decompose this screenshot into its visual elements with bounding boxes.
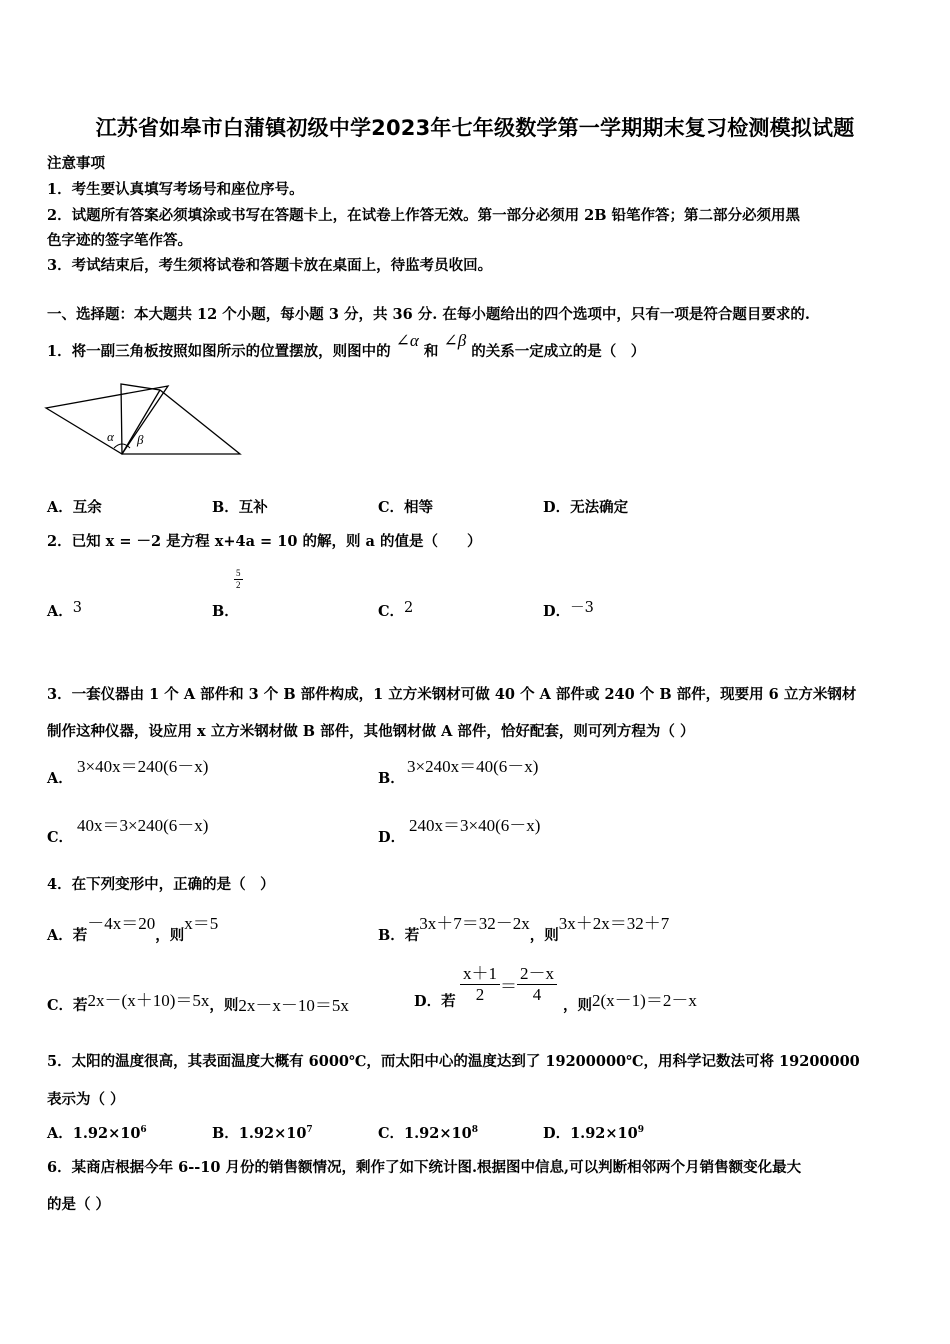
q3-option-d-label[interactable]: D． [378, 829, 406, 846]
q4-option-b[interactable]: B．若3x＋7＝32－2x，则3x＋2x＝32＋7 [378, 914, 670, 944]
q4-option-c[interactable]: C．若2x－(x＋10)＝5x，则2x－x－10＝5x [47, 991, 349, 1015]
question-4-stem: 4．在下列变形中，正确的是（ ） [47, 876, 275, 893]
angle-beta: ∠β [443, 331, 467, 350]
notice-item: 色字迹的签字笔作答。 [47, 232, 192, 249]
question-3-line2: 制作这种仪器，设应用 x 立方米钢材做 B 部件，其他钢材做 A 部件，恰好配套，则可列方程为（ ） [47, 723, 695, 740]
q1-option-b[interactable]: B．互补 [212, 499, 268, 516]
question-1-stem [47, 331, 646, 361]
notice-item: 3．考试结束后，考生须将试卷和答题卡放在桌面上，待监考员收回。 [47, 257, 493, 274]
q5-option-b[interactable]: B．$1.92\times 10^7$ [212, 1125, 313, 1142]
question-6-line2: 的是（ ） [47, 1196, 111, 1213]
q3-option-b-eq: 3×240x＝40(6－x) [407, 757, 539, 776]
notice-item: 2．试题所有答案必须填涂或书写在答题卡上，在试卷上作答无效。第一部分必须用 2B 铅笔作答；第二部分必须用黑 [47, 207, 801, 224]
q5-option-c[interactable]: C．$1.92\times 10^8$ [378, 1125, 478, 1142]
q1-option-a[interactable]: A．互余 [47, 499, 102, 516]
fraction-left: $\frac{x+1}{2}$ [460, 964, 500, 1005]
q4-d-equation: $\frac{x+1}{2}$ ＝ $\frac{2-x}{4}$ [460, 964, 557, 1005]
q1-option-d[interactable]: D．无法确定 [543, 499, 629, 516]
question-3-line1: 3．一套仪器由 1 个 A 部件和 3 个 B 部件构成，1 立方米钢材可做 40 个 A 部件或 240 个 B 部件，现要用 6 立方米钢材 [47, 686, 857, 703]
q2-option-c[interactable]: C．2 [378, 600, 414, 620]
q3-option-c-label[interactable]: C． [47, 829, 74, 846]
question-5-line2: 表示为（ ） [47, 1091, 125, 1108]
q4-d-result: ，则2(x－1)＝2－x [563, 991, 697, 1014]
q2-option-d[interactable]: D．－3 [543, 600, 594, 620]
question-6-line1: 6．某商店根据今年 6--10 月份的销售额情况，剩作了如下统计图.根据图中信息,可以判断相邻两个月销售额变化最大 [47, 1159, 802, 1176]
fraction-right: $\frac{2-x}{4}$ [517, 964, 557, 1005]
page-title: 江苏省如皋市白蒲镇初级中学2023年七年级数学第一学期期末复习检测模拟试题 [95, 116, 855, 140]
q3-option-b-label[interactable]: B． [378, 770, 405, 787]
q2-option-a[interactable]: A．3 [47, 600, 82, 620]
angle-alpha: ∠α [395, 331, 419, 350]
q1-option-c[interactable]: C．相等 [378, 499, 434, 516]
question-2-stem: 2．已知 x = －2 是方程 x+4a = 10 的解，则 a 的值是（ ） [47, 533, 482, 550]
q2-fraction: 5 2 [236, 568, 241, 590]
stem-text: 的关系一定成立的是（ ） [471, 343, 646, 360]
notice-heading: 注意事项 [47, 155, 105, 172]
q4-option-a[interactable]: A．若－4x＝20，则x＝5 [47, 914, 219, 944]
q5-option-d[interactable]: D．$1.92\times 10^9$ [543, 1125, 644, 1142]
q3-option-c-eq: 40x＝3×240(6－x) [77, 816, 209, 835]
q4-option-d[interactable]: D．若 [414, 993, 456, 1010]
notice-item: 1．考生要认真填写考场号和座位序号。 [47, 181, 304, 198]
q5-option-a[interactable]: A．$1.92\times 10^6$ [47, 1125, 147, 1142]
q3-option-a-eq: 3×40x＝240(6－x) [77, 757, 209, 776]
stem-text: 和 [423, 343, 439, 360]
question-5-line1: 5．太阳的温度很高，其表面温度大概有 6000℃，而太阳中心的温度达到了 19200000℃，用科学记数法可将 19200000 [47, 1053, 860, 1070]
fig-alpha: α [107, 429, 114, 444]
triangle-figure [40, 378, 250, 464]
section-heading: 一、选择题：本大题共 12 个小题，每小题 3 分，共 36 分. 在每小题给出的四个选项中，只有一项是符合题目要求的. [47, 306, 810, 323]
fig-beta: β [137, 432, 144, 447]
q3-option-d-eq: 240x＝3×40(6－x) [409, 816, 541, 835]
q2-option-b[interactable]: B． [212, 603, 239, 620]
q3-option-a-label[interactable]: A． [47, 770, 73, 787]
stem-text: 1．将一副三角板按照如图所示的位置摆放，则图中的 [47, 343, 391, 360]
